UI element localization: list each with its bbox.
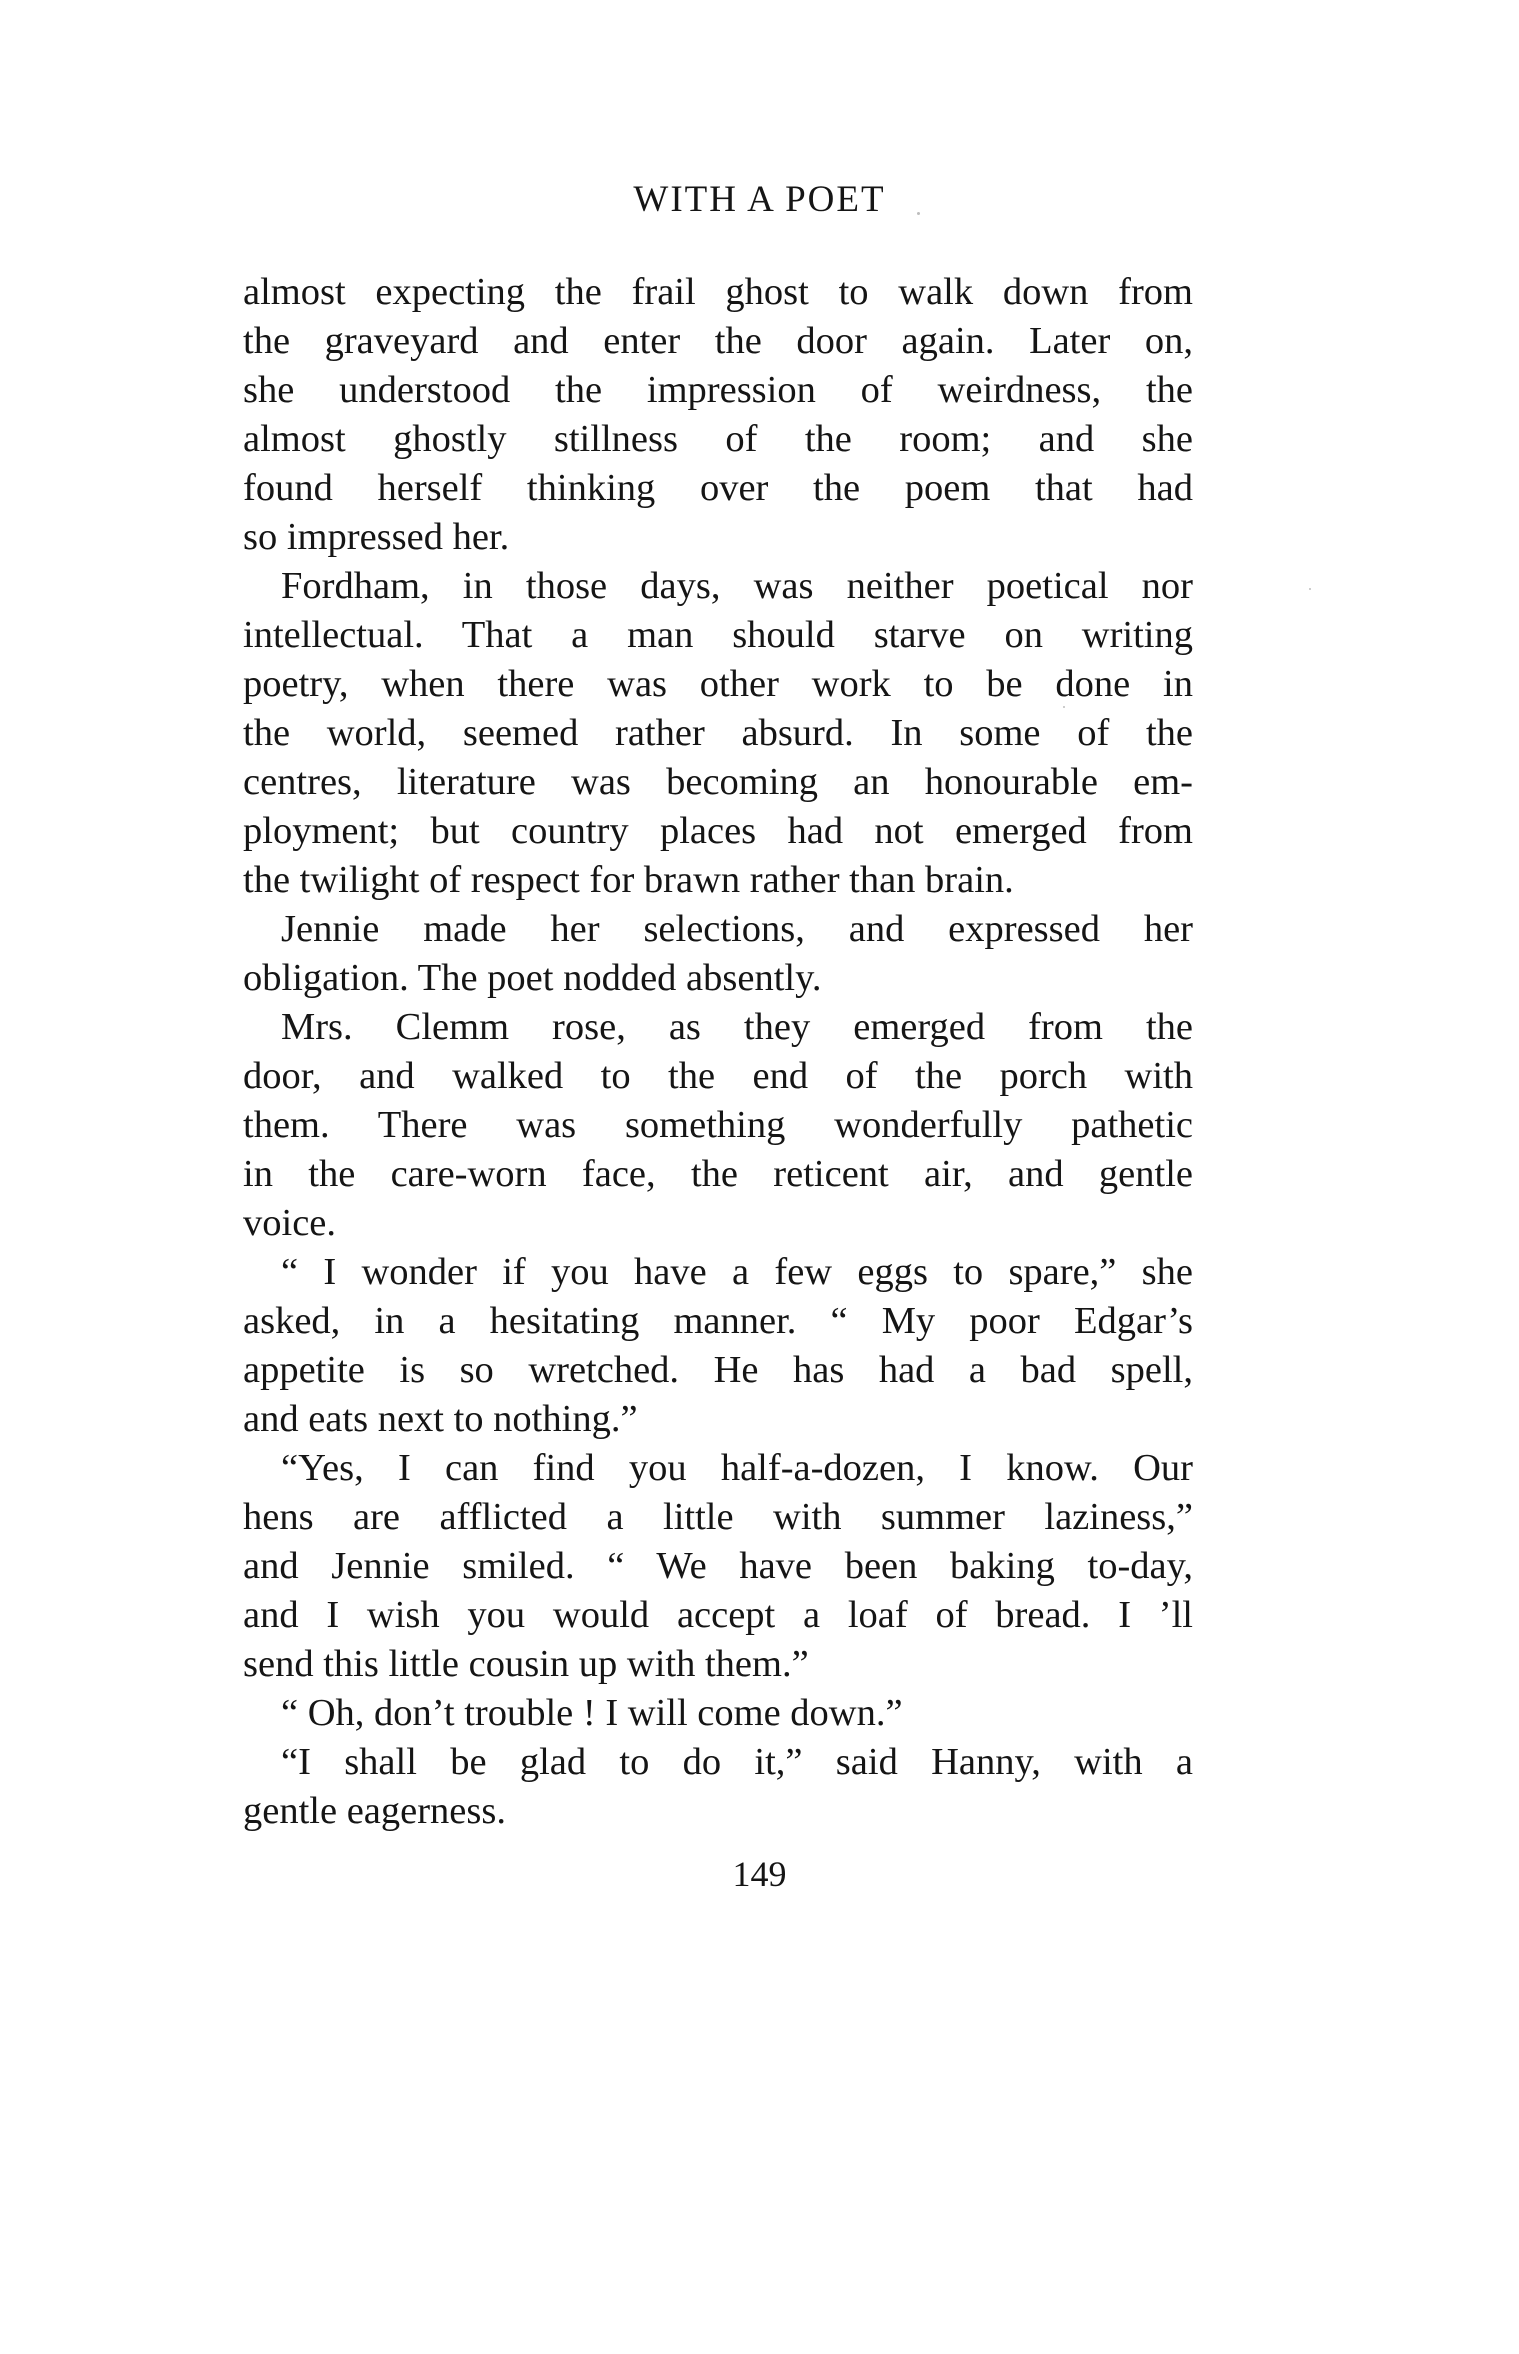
text-line: she understood the impression of weirdness, the	[243, 369, 1193, 411]
text-line: voice.	[243, 1202, 336, 1244]
text-line: Jennie made her selections, and expressed her	[281, 908, 1193, 950]
paragraph	[243, 562, 1193, 905]
text-line: found herself thinking over the poem that had	[243, 467, 1193, 509]
text-line: send this little cousin up with them.”	[243, 1643, 809, 1685]
text-line: intellectual. That a man should starve on writing	[243, 614, 1193, 656]
paragraph	[243, 1248, 1193, 1444]
text-line: poetry, when there was other work to be done in	[243, 663, 1193, 705]
paragraph	[243, 1689, 1193, 1738]
text-line: “Yes, I can find you half-a-dozen, I know. Our	[281, 1447, 1193, 1489]
text-line: obligation. The poet nodded absently.	[243, 957, 822, 999]
text-line: in the care-worn face, the reticent air, and gentle	[243, 1153, 1193, 1195]
text-line: hens are afflicted a little with summer laziness,”	[243, 1496, 1193, 1538]
paragraph	[243, 1003, 1193, 1248]
text-line: so impressed her.	[243, 516, 510, 558]
text-line: gentle eagerness.	[243, 1790, 506, 1832]
text-line: “ I wonder if you have a few eggs to spare,” she	[281, 1251, 1193, 1293]
paper-speck	[917, 212, 920, 215]
text-line: Fordham, in those days, was neither poetical nor	[281, 565, 1193, 607]
text-line: the world, seemed rather absurd. In some of the	[243, 712, 1193, 754]
text-line: and eats next to nothing.”	[243, 1398, 638, 1440]
page-number: 149	[732, 1854, 787, 1894]
text-line: appetite is so wretched. He has had a bad spell,	[243, 1349, 1193, 1391]
text-line: almost expecting the frail ghost to walk down from	[243, 271, 1193, 313]
text-line: centres, literature was becoming an honourable em-	[243, 761, 1193, 803]
paper-speck	[1309, 588, 1311, 590]
body-text	[243, 268, 1193, 1836]
paragraph	[243, 268, 1193, 562]
text-line: door, and walked to the end of the porch with	[243, 1055, 1193, 1097]
text-line: the graveyard and enter the door again. Later on,	[243, 320, 1193, 362]
paragraph	[243, 1444, 1193, 1689]
text-line: “ Oh, don’t trouble ! I will come down.”	[281, 1692, 903, 1734]
paragraph	[243, 905, 1193, 1003]
text-line: Mrs. Clemm rose, as they emerged from the	[281, 1006, 1193, 1048]
text-line: them. There was something wonderfully pathetic	[243, 1104, 1193, 1146]
paper-speck	[1063, 706, 1065, 708]
text-line: and I wish you would accept a loaf of bread. I ’ll	[243, 1594, 1193, 1636]
text-line: almost ghostly stillness of the room; and she	[243, 418, 1193, 460]
text-line: ployment; but country places had not emerged from	[243, 810, 1193, 852]
text-line: the twilight of respect for brawn rather than brain.	[243, 859, 1014, 901]
text-line: “I shall be glad to do it,” said Hanny, with a	[281, 1741, 1193, 1783]
text-line: asked, in a hesitating manner. “ My poor Edgar’s	[243, 1300, 1193, 1342]
running-head: WITH A POET	[633, 179, 886, 220]
paragraph	[243, 1738, 1193, 1836]
text-line: and Jennie smiled. “ We have been baking to-day,	[243, 1545, 1193, 1587]
